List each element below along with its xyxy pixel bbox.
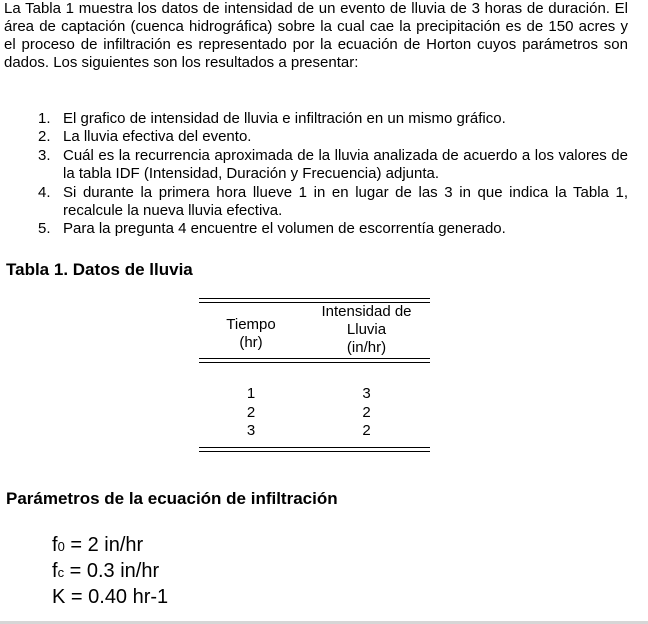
table-bottom-rule	[199, 447, 430, 452]
list-item-number: 1.	[38, 110, 51, 127]
list-item-text: La lluvia efectiva del evento.	[63, 128, 252, 146]
rainfall-table	[199, 298, 430, 441]
list-item-number: 4.	[38, 183, 51, 201]
infiltration-params	[52, 533, 168, 610]
param-symbol: f	[52, 534, 58, 556]
table-cell: 2	[246, 403, 256, 421]
table-cell: 2	[362, 422, 371, 439]
column-intensidad	[303, 385, 430, 441]
header-text: Intensidad de	[321, 302, 412, 320]
table-cell: 3	[362, 385, 371, 402]
param-subscript: 0	[57, 539, 65, 554]
column-tiempo	[199, 385, 303, 441]
header-text: (in/hr)	[346, 338, 387, 356]
params-heading: Parámetros de la ecuación de infiltración	[6, 489, 338, 508]
column-header-tiempo	[199, 316, 303, 352]
table-cell: 3	[246, 422, 256, 439]
list-item-text: El grafico de intensidad de lluvia e infiltración en un mismo gráfico.	[63, 110, 506, 127]
table-header	[199, 303, 430, 358]
header-text: (hr)	[239, 333, 263, 351]
list-item	[36, 128, 628, 146]
header-text: Tiempo	[226, 315, 276, 333]
param-symbol: f	[52, 560, 58, 582]
list-item	[36, 184, 628, 221]
table-cell: 1	[246, 385, 256, 402]
param-value: = 2 in/hr	[64, 534, 144, 556]
task-list	[36, 110, 628, 239]
list-item-text: Para la pregunta 4 encuentre el volumen de escorrentía generado.	[63, 220, 506, 238]
list-item	[36, 220, 628, 238]
list-item-text: Cuál es la recurrencia aproximada de la lluvia analizada de acuerdo a los valores de la tabla IDF (Intensidad, Duración y Frecuencia) adjunta.	[63, 146, 628, 183]
list-item-text: Si durante la primera hora llueve 1 in en lugar de las 3 in que indica la Tabla 1, recalcule la nueva lluvia efectiva.	[63, 183, 628, 220]
param-fc	[52, 559, 168, 585]
param-subscript: c	[57, 565, 65, 580]
param-value: = 0.3 in/hr	[64, 560, 160, 582]
table-heading: Tabla 1. Datos de lluvia	[6, 260, 193, 279]
param-f0	[52, 533, 168, 559]
header-text: Lluvia	[346, 320, 387, 338]
table-cell: 2	[362, 403, 371, 421]
param-k: K = 0.40 hr-1	[52, 586, 169, 608]
list-item-number: 3.	[38, 146, 51, 164]
column-header-intensidad	[303, 303, 430, 357]
list-item	[36, 147, 628, 184]
list-item-number: 5.	[38, 220, 51, 238]
table-header-rule	[199, 358, 430, 363]
list-item-number: 2.	[38, 128, 51, 146]
table-body	[199, 385, 430, 441]
intro-paragraph: La Tabla 1 muestra los datos de intensidad de un evento de lluvia de 3 horas de duración. El área de captación (cuenca hidrográfica) sobre la cual cae la precipitación es de 150 acres y el proceso de infiltración es representado por la ecuación de Horton cuyos parámetros son dados. Los siguientes son los resultados a presentar:	[4, 0, 628, 71]
list-item	[36, 110, 628, 128]
